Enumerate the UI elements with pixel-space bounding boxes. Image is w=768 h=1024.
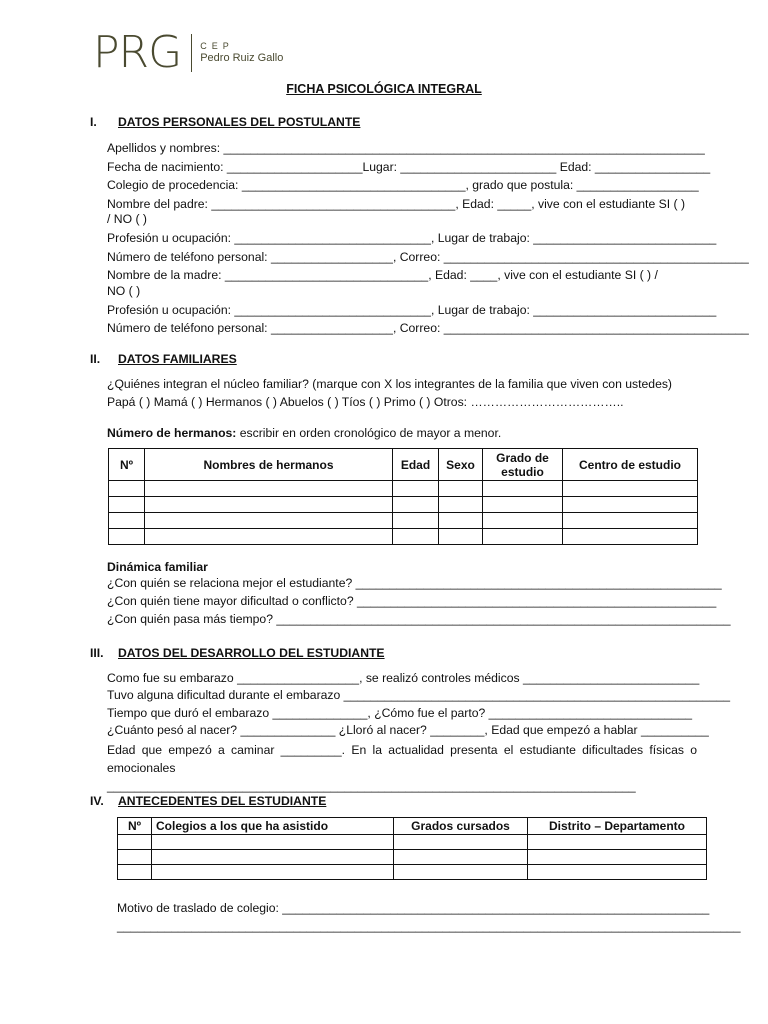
column-header: Grados cursados — [394, 818, 528, 835]
table-row — [109, 529, 698, 545]
table-cell[interactable] — [118, 865, 152, 880]
table-cell[interactable] — [145, 481, 393, 497]
table-cell[interactable] — [109, 481, 145, 497]
numero-hermanos-label: Número de hermanos: — [107, 426, 237, 440]
table-cell[interactable] — [483, 529, 563, 545]
section-number: II. — [90, 352, 101, 366]
column-header: Edad — [393, 449, 439, 481]
table-cell[interactable] — [528, 850, 707, 865]
section-label: DATOS DEL DESARROLLO DEL ESTUDIANTE — [118, 646, 385, 660]
column-header: Sexo — [439, 449, 483, 481]
table-cell[interactable] — [152, 865, 394, 880]
desarrollo-dificultad-embarazo: Tuvo alguna dificultad durante el embarazo _________________________________________________________ — [107, 688, 731, 702]
table-cell[interactable] — [528, 835, 707, 850]
field-telefono-padre: Número de teléfono personal: __________________, Correo: _____________________________________________ — [107, 250, 749, 264]
table-cell[interactable] — [528, 865, 707, 880]
dinamica-familiar-heading: Dinámica familiar — [107, 560, 208, 574]
section-heading-4 — [90, 794, 326, 808]
field-nombre-padre: Nombre del padre: ____________________________________, Edad: _____, vive con el estudiante SI ( ) — [107, 197, 686, 211]
school-logo — [93, 27, 284, 78]
logo-cep: CEP — [200, 41, 234, 51]
numero-hermanos-instruction: escribir en orden cronológico de mayor a menor. — [236, 426, 502, 440]
table-cell[interactable] — [563, 529, 698, 545]
table-cell[interactable] — [118, 835, 152, 850]
desarrollo-tiempo-embarazo: Tiempo que duró el embarazo ______________, ¿Cómo fue el parto? ______________________________ — [107, 706, 693, 720]
table-cell[interactable] — [483, 497, 563, 513]
section-label: DATOS PERSONALES DEL POSTULANTE — [118, 115, 361, 129]
table-cell[interactable] — [563, 513, 698, 529]
table-cell[interactable] — [109, 497, 145, 513]
desarrollo-caminar-dificultades: Edad que empezó a caminar _________. En la actualidad presenta el estudiante dificultades físicas o emocionales ______________________________________________________________________________ — [107, 743, 697, 793]
column-header: Nombres de hermanos — [145, 449, 393, 481]
table-cell[interactable] — [145, 529, 393, 545]
motivo-traslado: Motivo de traslado de colegio: _______________________________________________________________ — [117, 901, 710, 915]
table-cell[interactable] — [118, 850, 152, 865]
dinamica-mayor-conflicto: ¿Con quién tiene mayor dificultad o conflicto? _____________________________________________________ — [107, 594, 717, 608]
table-row — [118, 865, 707, 880]
section-label: DATOS FAMILIARES — [118, 352, 237, 366]
document-title: FICHA PSICOLÓGICA INTEGRAL — [286, 82, 482, 96]
section-heading-3 — [90, 646, 385, 660]
section-number: IV. — [90, 794, 104, 808]
table-row — [118, 835, 707, 850]
desarrollo-embarazo: Como fue su embarazo __________________, se realizó controles médicos __________________________ — [107, 671, 700, 685]
column-header: Nº — [118, 818, 152, 835]
table-cell[interactable] — [439, 481, 483, 497]
numero-hermanos — [107, 426, 697, 441]
table-cell[interactable] — [393, 513, 439, 529]
section-label: ANTECEDENTES DEL ESTUDIANTE — [118, 794, 327, 808]
hermanos-table — [108, 448, 698, 545]
table-cell[interactable] — [393, 497, 439, 513]
nucleo-familiar-question: ¿Quiénes integran el núcleo familiar? (marque con X los integrantes de la familia que viven con ustedes) — [107, 377, 672, 391]
table-cell[interactable] — [394, 850, 528, 865]
logo-text — [200, 41, 283, 65]
table-cell[interactable] — [152, 850, 394, 865]
field-padre-no: / NO ( ) — [107, 212, 147, 226]
field-telefono-madre: Número de teléfono personal: __________________, Correo: _____________________________________________ — [107, 321, 749, 335]
column-header: Nº — [109, 449, 145, 481]
column-header: Grado de estudio — [483, 449, 563, 481]
section-number: I. — [90, 115, 97, 129]
motivo-traslado-continuacion: ____________________________________________________________________________________________ — [117, 919, 741, 933]
table-cell[interactable] — [109, 513, 145, 529]
field-apellidos: Apellidos y nombres: _______________________________________________________________________ — [107, 141, 705, 155]
field-profesion-madre: Profesión u ocupación: _____________________________, Lugar de trabajo: ___________________________ — [107, 303, 717, 317]
table-cell[interactable] — [563, 497, 698, 513]
section-heading-2 — [90, 352, 237, 366]
table-cell[interactable] — [439, 513, 483, 529]
table-cell[interactable] — [394, 865, 528, 880]
column-header: Centro de estudio — [563, 449, 698, 481]
table-cell[interactable] — [483, 513, 563, 529]
table-cell[interactable] — [439, 497, 483, 513]
logo-divider — [191, 34, 192, 72]
logo-mark: PRG — [93, 27, 182, 78]
table-cell[interactable] — [145, 497, 393, 513]
logo-school-name: Pedro Ruiz Gallo — [200, 52, 284, 64]
dinamica-relaciona-mejor: ¿Con quién se relaciona mejor el estudiante? ______________________________________________________ — [107, 576, 722, 590]
field-colegio-procedencia: Colegio de procedencia: _________________________________, grado que postula: __________________ — [107, 178, 699, 192]
column-header: Colegios a los que ha asistido — [152, 818, 394, 835]
section-heading-1 — [90, 115, 360, 129]
table-cell[interactable] — [109, 529, 145, 545]
table-cell[interactable] — [393, 481, 439, 497]
column-header: Distrito – Departamento — [528, 818, 707, 835]
table-cell[interactable] — [483, 481, 563, 497]
field-fecha-nacimiento: Fecha de nacimiento: ____________________Lugar: _______________________ Edad: _________________ — [107, 160, 711, 174]
table-header-row — [109, 449, 698, 481]
nucleo-familiar-options: Papá ( ) Mamá ( ) Hermanos ( ) Abuelos ( ) Tíos ( ) Primo ( ) Otros: ……………………………….. — [107, 395, 624, 409]
table-cell[interactable] — [563, 481, 698, 497]
dinamica-mas-tiempo: ¿Con quién pasa más tiempo? ___________________________________________________________________ — [107, 612, 731, 626]
table-row — [109, 481, 698, 497]
table-cell[interactable] — [393, 529, 439, 545]
table-cell[interactable] — [145, 513, 393, 529]
table-row — [118, 850, 707, 865]
colegios-table — [117, 817, 707, 880]
table-row — [109, 513, 698, 529]
table-cell[interactable] — [394, 835, 528, 850]
field-profesion-padre: Profesión u ocupación: _____________________________, Lugar de trabajo: ___________________________ — [107, 231, 717, 245]
table-cell[interactable] — [439, 529, 483, 545]
field-nombre-madre: Nombre de la madre: ______________________________, Edad: ____, vive con el estudiante SI ( ) / — [107, 268, 658, 282]
table-cell[interactable] — [152, 835, 394, 850]
section-number: III. — [90, 646, 104, 660]
field-madre-no: NO ( ) — [107, 284, 141, 298]
desarrollo-peso-nacer: ¿Cuánto pesó al nacer? ______________ ¿Lloró al nacer? ________, Edad que empezó a hablar __________ — [107, 723, 709, 737]
table-header-row — [118, 818, 707, 835]
table-row — [109, 497, 698, 513]
